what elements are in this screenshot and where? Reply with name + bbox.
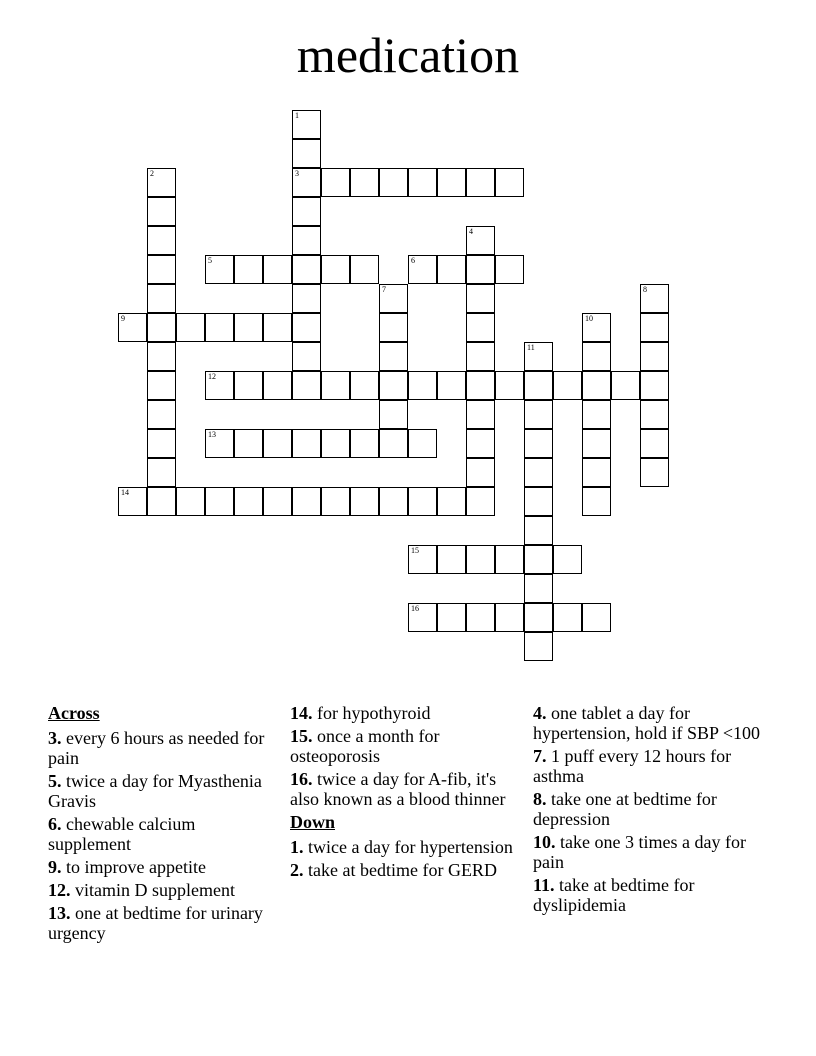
grid-cell[interactable] bbox=[466, 400, 495, 429]
clue-text: take one 3 times a day for pain bbox=[533, 832, 746, 872]
clue-down-11 bbox=[533, 875, 773, 915]
clue-text: take one at bedtime for depression bbox=[533, 789, 717, 829]
clue-number: 14. bbox=[290, 703, 313, 723]
clue-text: twice a day for hypertension bbox=[308, 837, 513, 857]
cell-number: 6 bbox=[411, 256, 415, 265]
grid-cell[interactable] bbox=[466, 458, 495, 487]
page-title: medication bbox=[296, 27, 520, 83]
cell-number: 16 bbox=[411, 604, 419, 613]
grid-cell[interactable] bbox=[147, 458, 176, 487]
clue-text: every 6 hours as needed for pain bbox=[48, 728, 265, 768]
grid-cell[interactable] bbox=[408, 371, 437, 400]
grid-cell[interactable] bbox=[524, 574, 553, 603]
clue-number: 9. bbox=[48, 857, 62, 877]
grid-cell[interactable] bbox=[553, 545, 582, 574]
cell-number: 5 bbox=[208, 256, 212, 265]
clue-number: 3. bbox=[48, 728, 62, 748]
grid-cell[interactable] bbox=[234, 313, 263, 342]
cell-number: 12 bbox=[208, 372, 216, 381]
grid-cell[interactable] bbox=[582, 342, 611, 371]
clue-text: vitamin D supplement bbox=[75, 880, 235, 900]
grid-cell[interactable] bbox=[292, 110, 321, 139]
grid-cell[interactable] bbox=[379, 342, 408, 371]
cell-number: 9 bbox=[121, 314, 125, 323]
grid-cell[interactable] bbox=[408, 429, 437, 458]
grid-cell[interactable] bbox=[437, 603, 466, 632]
grid-cell[interactable] bbox=[292, 168, 321, 197]
grid-cell[interactable] bbox=[350, 487, 379, 516]
grid-cell[interactable] bbox=[611, 371, 640, 400]
grid-cell[interactable] bbox=[466, 603, 495, 632]
grid-cell[interactable] bbox=[350, 429, 379, 458]
clue-text: twice a day for A-fib, it's also known as a blood thinner bbox=[290, 769, 506, 809]
grid-cell[interactable] bbox=[582, 313, 611, 342]
grid-cell[interactable] bbox=[118, 313, 147, 342]
clue-number: 15. bbox=[290, 726, 313, 746]
grid-cell[interactable] bbox=[147, 168, 176, 197]
grid-cell[interactable] bbox=[263, 487, 292, 516]
clue-across-6 bbox=[48, 814, 278, 854]
grid-cell[interactable] bbox=[524, 342, 553, 371]
clues-column-2 bbox=[290, 703, 522, 883]
grid-cell[interactable] bbox=[466, 168, 495, 197]
grid-cell[interactable] bbox=[292, 371, 321, 400]
grid-cell[interactable] bbox=[408, 255, 437, 284]
grid-cell[interactable] bbox=[176, 313, 205, 342]
grid-cell[interactable] bbox=[582, 400, 611, 429]
grid-cell[interactable] bbox=[524, 371, 553, 400]
grid-cell[interactable] bbox=[350, 168, 379, 197]
grid-cell[interactable] bbox=[408, 603, 437, 632]
grid-cell[interactable] bbox=[466, 545, 495, 574]
grid-cell[interactable] bbox=[147, 226, 176, 255]
grid-cell[interactable] bbox=[437, 371, 466, 400]
clue-number: 8. bbox=[533, 789, 547, 809]
grid-cell[interactable] bbox=[495, 371, 524, 400]
grid-cell[interactable] bbox=[292, 255, 321, 284]
grid-cell[interactable] bbox=[495, 603, 524, 632]
grid-cell[interactable] bbox=[466, 255, 495, 284]
grid-cell[interactable] bbox=[582, 487, 611, 516]
grid-cell[interactable] bbox=[205, 429, 234, 458]
grid-cell[interactable] bbox=[321, 429, 350, 458]
clue-number: 12. bbox=[48, 880, 71, 900]
clue-number: 13. bbox=[48, 903, 71, 923]
grid-cell[interactable] bbox=[640, 313, 669, 342]
grid-cell[interactable] bbox=[582, 371, 611, 400]
grid-cell[interactable] bbox=[205, 313, 234, 342]
grid-cell[interactable] bbox=[379, 487, 408, 516]
grid-cell[interactable] bbox=[234, 487, 263, 516]
clue-across-15 bbox=[290, 726, 522, 766]
grid-cell[interactable] bbox=[321, 168, 350, 197]
grid-cell[interactable] bbox=[118, 487, 147, 516]
clue-across-5 bbox=[48, 771, 278, 811]
grid-cell[interactable] bbox=[379, 284, 408, 313]
grid-cell[interactable] bbox=[524, 487, 553, 516]
grid-cell[interactable] bbox=[640, 371, 669, 400]
grid-cell[interactable] bbox=[292, 226, 321, 255]
grid-cell[interactable] bbox=[553, 371, 582, 400]
grid-cell[interactable] bbox=[292, 139, 321, 168]
clue-across-16 bbox=[290, 769, 522, 809]
cell-number: 3 bbox=[295, 169, 299, 178]
grid-cell[interactable] bbox=[524, 545, 553, 574]
grid-cell[interactable] bbox=[466, 284, 495, 313]
grid-cell[interactable] bbox=[524, 516, 553, 545]
grid-cell[interactable] bbox=[147, 342, 176, 371]
cell-number: 15 bbox=[411, 546, 419, 555]
clue-text: 1 puff every 12 hours for asthma bbox=[533, 746, 732, 786]
clue-across-14 bbox=[290, 703, 522, 723]
grid-cell[interactable] bbox=[263, 255, 292, 284]
across-heading: Across bbox=[48, 703, 100, 723]
grid-cell[interactable] bbox=[640, 429, 669, 458]
clue-text: twice a day for Myasthenia Gravis bbox=[48, 771, 262, 811]
clue-number: 11. bbox=[533, 875, 555, 895]
clue-text: for hypothyroid bbox=[317, 703, 431, 723]
clue-down-8 bbox=[533, 789, 773, 829]
clue-text: one at bedtime for urinary urgency bbox=[48, 903, 263, 943]
grid-cell[interactable] bbox=[321, 487, 350, 516]
cell-number: 8 bbox=[643, 285, 647, 294]
clues-column-3 bbox=[533, 703, 773, 918]
clue-text: take at bedtime for GERD bbox=[308, 860, 497, 880]
clue-number: 1. bbox=[290, 837, 304, 857]
grid-cell[interactable] bbox=[147, 284, 176, 313]
cell-number: 7 bbox=[382, 285, 386, 294]
cell-number: 14 bbox=[121, 488, 129, 497]
cell-number: 11 bbox=[527, 343, 535, 352]
grid-cell[interactable] bbox=[408, 545, 437, 574]
grid-cell[interactable] bbox=[524, 458, 553, 487]
clue-text: take at bedtime for dyslipidemia bbox=[533, 875, 695, 915]
grid-cell[interactable] bbox=[147, 487, 176, 516]
grid-cell[interactable] bbox=[582, 429, 611, 458]
clue-down-10 bbox=[533, 832, 773, 872]
clue-text: one tablet a day for hypertension, hold if SBP <100 bbox=[533, 703, 760, 743]
grid-cell[interactable] bbox=[234, 255, 263, 284]
grid-cell[interactable] bbox=[495, 255, 524, 284]
grid-cell[interactable] bbox=[147, 400, 176, 429]
grid-cell[interactable] bbox=[640, 284, 669, 313]
clue-number: 10. bbox=[533, 832, 556, 852]
clue-number: 4. bbox=[533, 703, 547, 723]
grid-cell[interactable] bbox=[147, 313, 176, 342]
clue-text: once a month for osteoporosis bbox=[290, 726, 440, 766]
grid-cell[interactable] bbox=[292, 342, 321, 371]
grid-cell[interactable] bbox=[640, 400, 669, 429]
grid-cell[interactable] bbox=[524, 632, 553, 661]
grid-cell[interactable] bbox=[292, 487, 321, 516]
grid-cell[interactable] bbox=[321, 371, 350, 400]
grid-cell[interactable] bbox=[292, 313, 321, 342]
grid-cell[interactable] bbox=[147, 197, 176, 226]
grid-cell[interactable] bbox=[379, 429, 408, 458]
grid-cell[interactable] bbox=[147, 255, 176, 284]
clue-number: 5. bbox=[48, 771, 62, 791]
grid-cell[interactable] bbox=[553, 603, 582, 632]
grid-cell[interactable] bbox=[640, 342, 669, 371]
cell-number: 10 bbox=[585, 314, 593, 323]
grid-cell[interactable] bbox=[582, 603, 611, 632]
grid-cell[interactable] bbox=[263, 371, 292, 400]
cell-number: 2 bbox=[150, 169, 154, 178]
clue-number: 16. bbox=[290, 769, 313, 789]
grid-cell[interactable] bbox=[176, 487, 205, 516]
grid-cell[interactable] bbox=[234, 429, 263, 458]
grid-cell[interactable] bbox=[147, 371, 176, 400]
grid-cell[interactable] bbox=[234, 371, 263, 400]
cell-number: 4 bbox=[469, 227, 473, 236]
grid-cell[interactable] bbox=[379, 400, 408, 429]
grid-cell[interactable] bbox=[408, 168, 437, 197]
grid-cell[interactable] bbox=[437, 168, 466, 197]
clue-number: 2. bbox=[290, 860, 304, 880]
cell-number: 1 bbox=[295, 111, 299, 120]
grid-cell[interactable] bbox=[466, 226, 495, 255]
cell-number: 13 bbox=[208, 430, 216, 439]
grid-cell[interactable] bbox=[350, 371, 379, 400]
clue-text: chewable calcium supplement bbox=[48, 814, 196, 854]
grid-cell[interactable] bbox=[379, 168, 408, 197]
clue-across-9 bbox=[48, 857, 278, 877]
clue-across-12 bbox=[48, 880, 278, 900]
clue-number: 7. bbox=[533, 746, 547, 766]
clues-column-1 bbox=[48, 703, 278, 946]
grid-cell[interactable] bbox=[640, 458, 669, 487]
down-heading: Down bbox=[290, 812, 336, 832]
grid-cell[interactable] bbox=[292, 197, 321, 226]
grid-cell[interactable] bbox=[292, 284, 321, 313]
grid-cell[interactable] bbox=[147, 429, 176, 458]
grid-cell[interactable] bbox=[205, 487, 234, 516]
clue-down-2 bbox=[290, 860, 522, 880]
grid-cell[interactable] bbox=[263, 429, 292, 458]
grid-cell[interactable] bbox=[379, 313, 408, 342]
grid-cell[interactable] bbox=[437, 545, 466, 574]
grid-cell[interactable] bbox=[205, 255, 234, 284]
grid-cell[interactable] bbox=[292, 429, 321, 458]
grid-cell[interactable] bbox=[524, 400, 553, 429]
grid-cell[interactable] bbox=[379, 371, 408, 400]
clue-down-1 bbox=[290, 837, 522, 857]
grid-cell[interactable] bbox=[205, 371, 234, 400]
grid-cell[interactable] bbox=[466, 313, 495, 342]
grid-cell[interactable] bbox=[466, 342, 495, 371]
grid-cell[interactable] bbox=[466, 487, 495, 516]
clue-number: 6. bbox=[48, 814, 62, 834]
grid-cell[interactable] bbox=[437, 487, 466, 516]
grid-cell[interactable] bbox=[524, 429, 553, 458]
clue-across-13 bbox=[48, 903, 278, 943]
clue-down-7 bbox=[533, 746, 773, 786]
grid-cell[interactable] bbox=[466, 429, 495, 458]
grid-cell[interactable] bbox=[263, 313, 292, 342]
grid-cell[interactable] bbox=[495, 168, 524, 197]
clue-across-3 bbox=[48, 728, 278, 768]
clue-down-4 bbox=[533, 703, 773, 743]
grid-cell[interactable] bbox=[466, 371, 495, 400]
grid-cell[interactable] bbox=[495, 545, 524, 574]
grid-cell[interactable] bbox=[350, 255, 379, 284]
grid-cell[interactable] bbox=[524, 603, 553, 632]
grid-cell[interactable] bbox=[321, 255, 350, 284]
grid-cell[interactable] bbox=[582, 458, 611, 487]
clue-text: to improve appetite bbox=[66, 857, 206, 877]
grid-cell[interactable] bbox=[408, 487, 437, 516]
grid-cell[interactable] bbox=[437, 255, 466, 284]
